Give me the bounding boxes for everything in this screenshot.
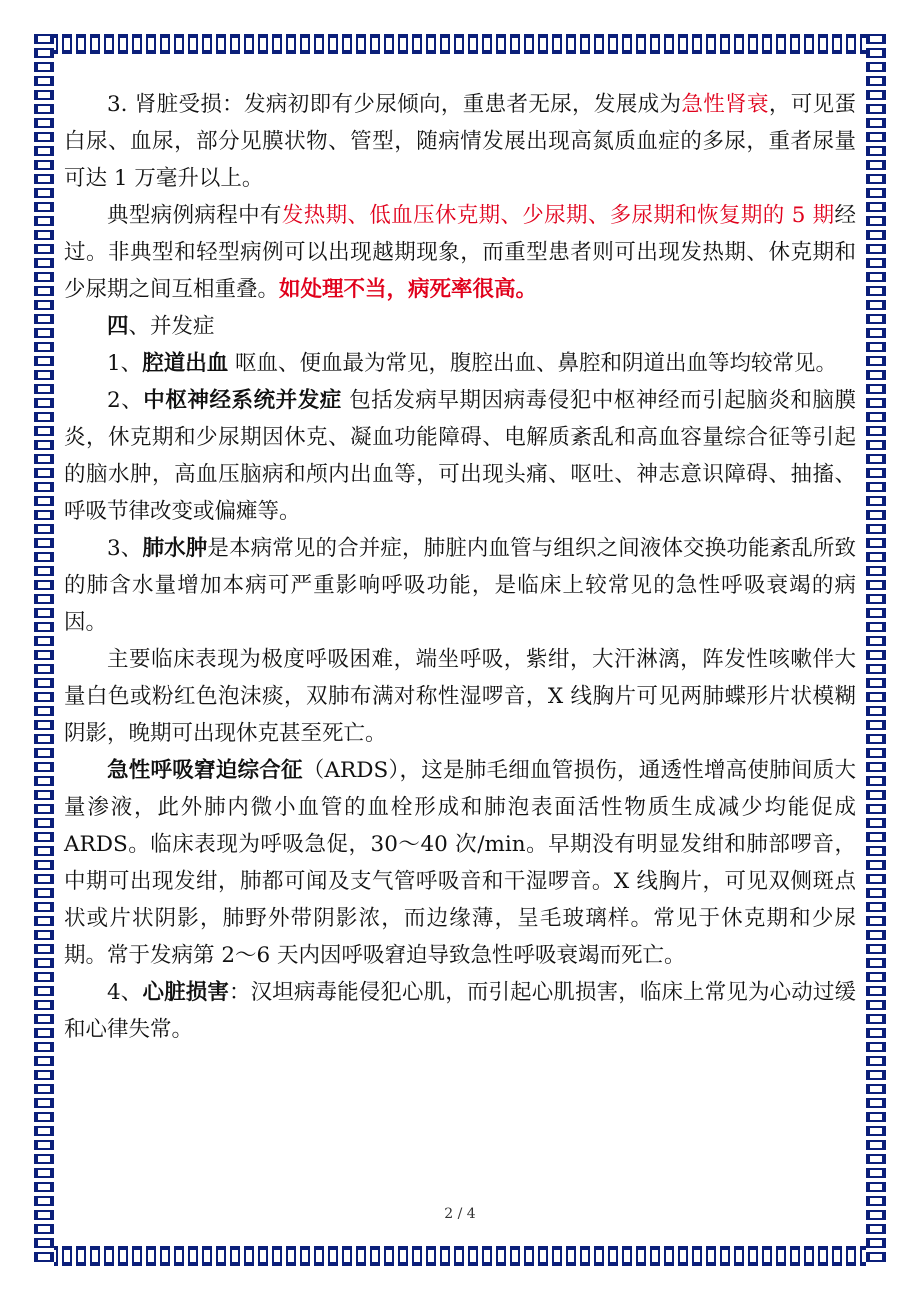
text-run: 是本病常见的合并症，肺脏内血管与组织之间液体交换功能紊乱所致的肺含水量增加本病可严重影响呼吸功能，是临床上较常见的急性呼吸衰竭的病因。 (64, 536, 856, 635)
item-title: 腔道出血 (142, 351, 229, 376)
paragraph-cavity-bleeding (64, 345, 856, 382)
text-run: 主要临床表现为极度呼吸困难，端坐呼吸，紫绀，大汗淋漓，阵发性咳嗽伴大量白色或粉红色泡沫痰，双肺布满对称性湿啰音，X 线胸片可见两肺蝶形片状模糊阴影，晚期可出现休克甚至死亡。 (64, 647, 856, 746)
decorative-border-top (34, 34, 886, 54)
text-run: ：汉坦病毒能侵犯心肌，而引起心肌损害，临床上常见为心动过缓和心律失常。 (64, 980, 856, 1042)
highlight-acute-renal-failure: 急性肾衰 (681, 92, 769, 117)
text-run: 典型病例病程中有 (107, 203, 282, 228)
paragraph-cns-complications (64, 382, 856, 530)
heading-text: 、并发症 (128, 314, 215, 339)
paragraph-clinical-manifestations (64, 641, 856, 752)
highlight-mortality-warning: 如处理不当，病死率很高。 (279, 277, 538, 302)
document-body (64, 86, 856, 1048)
paragraph-kidney-damage (64, 86, 856, 197)
text-run: ，可见蛋白尿、血尿，部分见膜状物、管型，随病情发展出现高氮质血症的多尿，重者尿量可达 1 万毫升以上。 (64, 92, 856, 191)
text-run: 3. 肾脏受损：发病初即有少尿倾向，重患者无尿，发展成为 (107, 92, 682, 117)
paragraph-cardiac-damage (64, 974, 856, 1048)
text-run: 呕血、便血最为常见，腹腔出血、鼻腔和阴道出血等均较常见。 (228, 351, 838, 376)
page-number: 2 / 4 (444, 1206, 476, 1222)
decorative-border-bottom (34, 1246, 886, 1266)
item-title: 心脏损害 (142, 980, 229, 1005)
decorative-border-left (34, 34, 54, 1266)
item-number: 3、 (107, 536, 143, 561)
text-run: 经过。非典型和轻型病例可以出现越期现象，而重型患者则可出现发热期、休克期和少尿期之间互相重叠。 (64, 203, 856, 302)
item-number: 4、 (107, 980, 143, 1005)
decorative-border-right (866, 34, 886, 1266)
item-title: 急性呼吸窘迫综合征 (107, 758, 303, 783)
text-run: 包括发病早期因病毒侵犯中枢神经而引起脑炎和脑膜炎，休克期和少尿期因休克、凝血功能障碍、电解质紊乱和高血容量综合征等引起的脑水肿，高血压脑病和颅内出血等，可出现头痛、呕吐、神志意识障碍、抽搐、呼吸节律改变或偏瘫等。 (64, 388, 856, 524)
item-title: 肺水肿 (142, 536, 208, 561)
item-number: 1、 (107, 351, 143, 376)
paragraph-pulmonary-edema (64, 530, 856, 641)
heading-complications (64, 308, 856, 345)
heading-number: 四 (107, 314, 129, 339)
highlight-five-stages: 发热期、低血压休克期、少尿期、多尿期和恢复期的 5 期 (281, 203, 835, 228)
item-title: 中枢神经系统并发症 (143, 388, 342, 413)
paragraph-typical-course (64, 197, 856, 308)
paragraph-ards (64, 752, 856, 974)
text-run: （ARDS），这是肺毛细血管损伤，通透性增高使肺间质大量渗液，此外肺内微小血管的血栓形成和肺泡表面活性物质生成减少均能促成 ARDS。临床表现为呼吸急促，30～40 次/min。早期没有明显发绀和肺部啰音，中期可出现发绀，肺都可闻及支气管呼吸音和干湿啰音。X 线胸片，可见双侧斑点状或片状阴影，肺野外带阴影浓，而边缘薄，呈毛玻璃样。常见于休克期和少尿期。常于发病第 2～6 天内因呼吸窘迫导致急性呼吸衰竭而死亡。 (64, 758, 856, 968)
item-number: 2、 (107, 388, 144, 413)
